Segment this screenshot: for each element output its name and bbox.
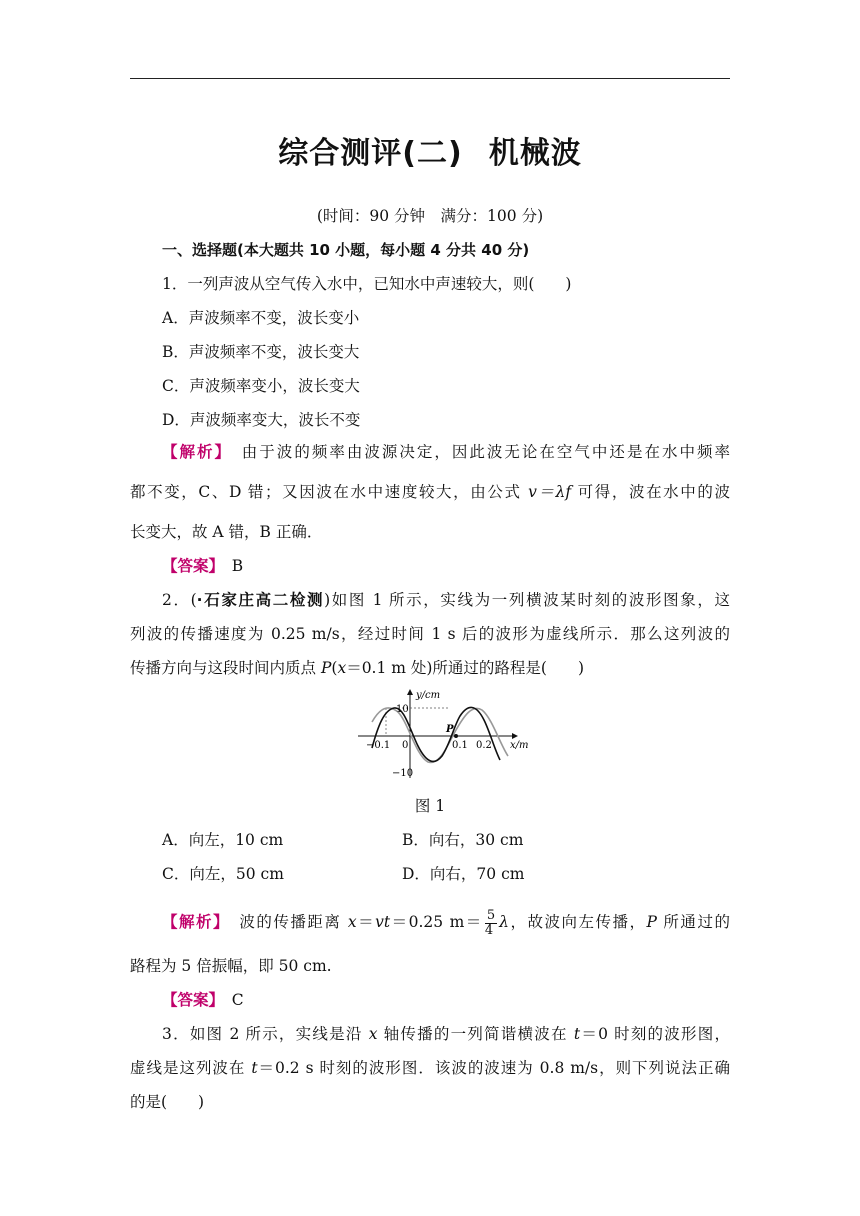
y-tick-10: 10 [396,704,409,715]
y-axis-arrow [407,689,413,695]
q2-stem-line2: 列波的传播速度为 0.25 m/s，经过时间 1 s 后的波形为虚线所示．那么这列波的 [130,625,730,643]
figure-1-caption: 图 1 [414,797,446,815]
q1-option-b: B．声波频率不变，波长变大 [162,343,360,361]
q2-stem-line1: 2．(·石家庄高二检测)如图 1 所示，实线为一列横波某时刻的波形图象，这 [162,591,730,609]
q2-option-b: B．向右，30 cm [402,831,524,849]
q1-analysis-line2: 都不变，C、D 错；又因波在水中速度较大，由公式 v＝λf 可得，波在水中的波 [130,483,730,501]
q2-analysis-line1: 【解析】 波的传播距离 x＝vt＝0.25 m＝ $\frac{5}{4}$ λ，故波向左传播，P 所通过的 [162,907,730,938]
x-tick-0: 0 [402,740,409,751]
y-axis-label: y/cm [416,690,441,701]
section-heading: 一、选择题(本大题共 10 小题，每小题 4 分共 40 分) [162,241,530,259]
q1-stem: 1．一列声波从空气传入水中，已知水中声速较大，则( ) [162,275,572,293]
q1-analysis-line1: 【解析】 由于波的频率由波源决定，因此波无论在空气中还是在水中频率 [162,443,730,461]
q1-analysis-line3: 长变大，故 A 错，B 正确． [130,523,323,541]
point-p [454,734,458,738]
q1-option-d: D．声波频率变大，波长不变 [162,411,361,429]
answer-label: 【答案】 [162,557,217,575]
q2-analysis-line2: 路程为 5 倍振幅，即 50 cm. [130,957,332,975]
wave-figure [350,686,540,782]
q1-option-c: C．声波频率变小，波长变大 [162,377,360,395]
dashed-wave [372,708,508,763]
q2-option-d: D．向右，70 cm [402,865,525,883]
x-axis-arrow [512,733,518,739]
fraction-5-4: $\frac{5}{4}$ [484,907,496,938]
solid-wave [372,707,500,761]
q3-stem-line1: 3．如图 2 所示，实线是沿 x 轴传播的一列简谐横波在 t＝0 时刻的波形图， [162,1025,730,1043]
x-tick-neg01: −0.1 [366,740,391,751]
q3-stem-line2: 虚线是这列波在 t＝0.2 s 时刻的波形图．该波的波速为 0.8 m/s，则下列说法正确 [130,1059,730,1077]
page-title [0,128,860,172]
header-rule [130,78,730,79]
title-sub: 机械波 [488,136,582,171]
y-tick-neg10: −10 [392,768,414,779]
q2-option-a: A．向左，10 cm [162,831,284,849]
x-tick-02: 0.2 [476,740,492,751]
point-p-label: P [446,724,454,735]
analysis-label: 【解析】 [162,443,225,461]
q1-answer: 【答案】 B [162,557,244,575]
x-axis-label: x/m [510,740,529,751]
q2-option-c: C．向左，50 cm [162,865,284,883]
formula: v＝λf [528,483,572,501]
q2-stem-line3: 传播方向与这段时间内质点 P(x＝0.1 m 处)所通过的路程是( ) [130,659,585,677]
exam-meta: (时间：90 分钟 满分：100 分) [316,207,544,225]
x-tick-01: 0.1 [452,740,468,751]
title-main: 综合测评(二) [278,136,463,171]
q3-stem-line3: 的是( ) [130,1093,205,1111]
q1-option-a: A．声波频率不变，波长变小 [162,309,360,327]
q2-answer: 【答案】 C [162,991,244,1009]
